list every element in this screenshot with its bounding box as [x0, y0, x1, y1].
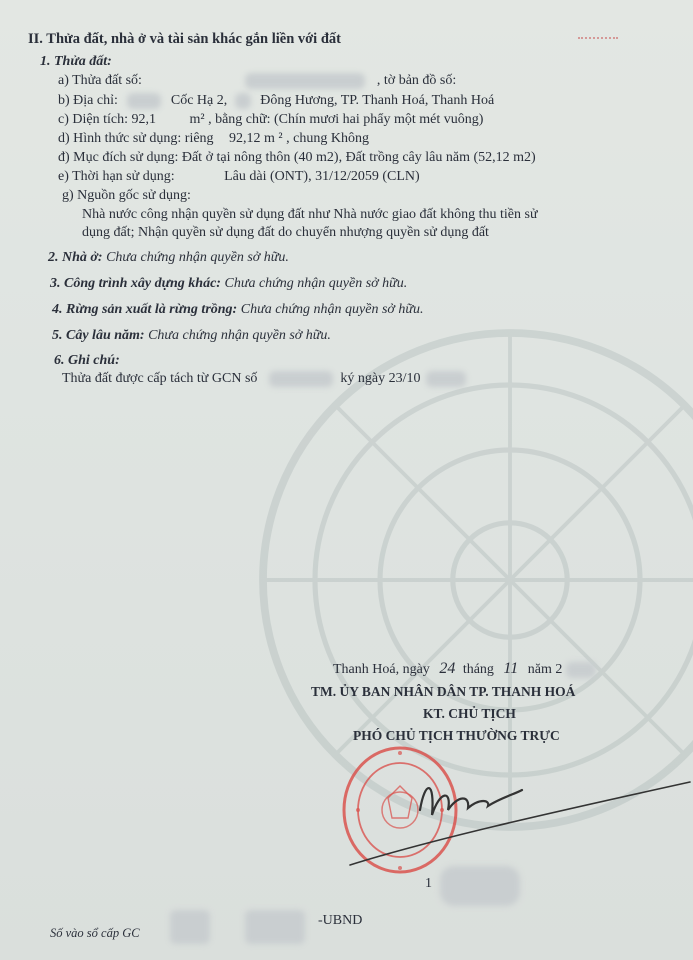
- perennial-row: [52, 327, 331, 344]
- issue-date-place: Thanh Hoá, ngày: [333, 662, 430, 677]
- parcel-number-row: [58, 72, 456, 89]
- forest-title: 4. Rừng sản xuất là rừng trồng:: [52, 302, 238, 317]
- signer-role-2: PHÓ CHỦ TỊCH THƯỜNG TRỰC: [353, 728, 560, 743]
- parcel-number-label: a) Thửa đất số:: [58, 73, 142, 88]
- redacted-year: [566, 662, 596, 678]
- origin-label: g) Nguồn gốc sử dụng:: [62, 188, 191, 203]
- usage-form-private-area: 92,12 m ²: [229, 131, 283, 146]
- corner-mark: [578, 37, 618, 45]
- redacted-signer-name: [440, 866, 520, 906]
- issue-date-month-label: tháng: [462, 662, 494, 677]
- area-row: [58, 111, 483, 128]
- redacted-certificate-number: [269, 371, 333, 387]
- signer-name-initial: 1: [425, 876, 432, 891]
- redacted-register-number-2: [245, 910, 305, 944]
- address-village: Cốc Hạ 2,: [170, 93, 228, 108]
- address-commune: Đông Hương, TP. Thanh Hoá, Thanh Hoá: [260, 93, 495, 108]
- usage-term-label: e) Thời hạn sử dụng:: [58, 169, 175, 184]
- usage-term-value: Lâu dài (ONT), 31/12/2059 (CLN): [224, 169, 420, 184]
- address-label: b) Địa chỉ:: [58, 93, 118, 108]
- perennial-value: Chưa chứng nhận quyền sở hữu.: [148, 328, 331, 343]
- notes-title: 6. Ghi chú:: [54, 353, 120, 368]
- area-in-words: , bằng chữ: (Chín mươi hai phẩy một mét vuông): [208, 112, 484, 127]
- usage-term-row: [58, 168, 420, 185]
- redacted-parcel-number: [245, 73, 365, 89]
- issue-register-suffix: -UBND: [318, 913, 363, 928]
- redacted-register-number-1: [170, 910, 210, 944]
- forest-value: Chưa chứng nhận quyền sở hữu.: [240, 302, 424, 317]
- section-heading: II. Thửa đất, nhà ở và tài sản khác gắn liền với đất: [28, 31, 341, 47]
- house-row: [48, 249, 289, 266]
- signer-role-1: KT. CHỦ TỊCH: [423, 706, 516, 721]
- emblem-watermark: [250, 320, 693, 840]
- other-works-title: 3. Công trình xây dựng khác:: [50, 276, 221, 291]
- origin-line-1: Nhà nước công nhận quyền sử dụng đất như Nhà nước giao đất không thu tiền sử: [82, 207, 538, 222]
- issue-register-label: Số vào sổ cấp GC: [50, 926, 140, 940]
- forest-row: [52, 301, 424, 318]
- house-value: Chưa chứng nhận quyền sở hữu.: [106, 250, 289, 265]
- perennial-title: 5. Cây lâu năm:: [52, 328, 145, 343]
- notes-suffix: ký ngày 23/10: [340, 371, 421, 386]
- house-title: 2. Nhà ở:: [48, 250, 103, 265]
- usage-form-label: d) Hình thức sử dụng: riêng: [58, 131, 214, 146]
- section1-title: 1. Thửa đất:: [40, 54, 112, 69]
- other-works-value: Chưa chứng nhận quyền sở hữu.: [224, 276, 408, 291]
- map-sheet-label: , tờ bản đồ số:: [376, 73, 457, 88]
- issue-date-row: [333, 660, 596, 678]
- handwritten-signature: [340, 770, 693, 880]
- usage-form-row: [58, 130, 369, 147]
- area-label: c) Diện tích: 92,1: [58, 112, 156, 127]
- issue-date-day: 24: [439, 660, 456, 677]
- usage-form-shared: , chung Không: [286, 131, 369, 146]
- redacted-address-part: [127, 93, 161, 109]
- issue-date-year: năm 2: [527, 662, 563, 677]
- issuing-authority: TM. ỦY BAN NHÂN DÂN TP. THANH HOÁ: [311, 684, 576, 699]
- redacted-address-part: [235, 93, 251, 109]
- redacted-date: [426, 371, 466, 387]
- notes-row: [62, 370, 466, 387]
- area-unit: m²: [189, 112, 205, 127]
- footer-row: [50, 925, 140, 942]
- issue-date-month: 11: [503, 660, 519, 677]
- origin-line-2: dụng đất; Nhận quyền sử dụng đất do chuyển nhượng quyền sử dụng đất: [82, 225, 489, 240]
- usage-purpose: đ) Mục đích sử dụng: Đất ở tại nông thôn (40 m2), Đất trồng cây lâu năm (52,12 m2): [58, 150, 536, 165]
- notes-prefix: Thửa đất được cấp tách từ GCN số: [62, 371, 258, 386]
- address-row: [58, 92, 494, 109]
- other-works-row: [50, 275, 407, 292]
